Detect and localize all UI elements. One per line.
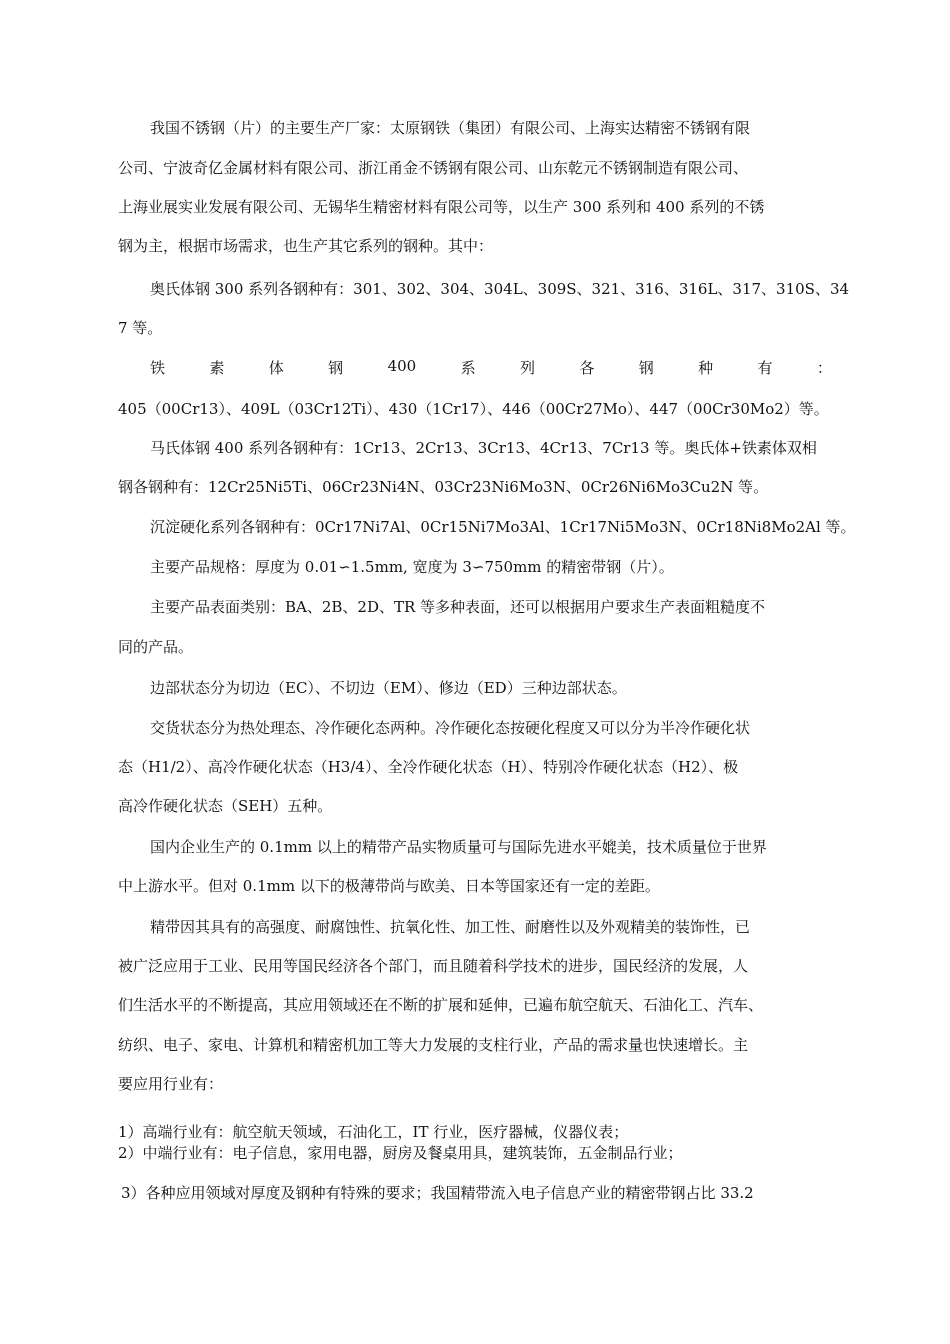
word: 系	[460, 359, 476, 377]
word: 素	[209, 359, 225, 377]
text-line: 7 等。	[118, 319, 163, 337]
text-line: 马氏体钢 400 系列各钢种有：1Cr13、2Cr13、3Cr13、4Cr13、7Cr13 等。奥氏体+铁素体双相	[150, 439, 817, 457]
text-line: 405（00Cr13）、409L（03Cr12Ti）、430（1Cr17）、446（00Cr27Mo）、447（00Cr30Mo2）等。	[118, 400, 829, 418]
text-line: 我国不锈钢（片）的主要生产厂家：太原钢铁（集团）有限公司、上海实达精密不锈钢有限	[150, 119, 751, 137]
text-line: 国内企业生产的 0.1mm 以上的精带产品实物质量可与国际先进水平媲美，技术质量位于世界	[150, 838, 767, 856]
justified-line	[150, 357, 832, 378]
word: 钢	[638, 359, 654, 377]
word: ：	[816, 359, 832, 377]
text-line: 纺织、电子、家电、计算机和精密机加工等大力发展的支柱行业，产品的需求量也快速增长。主	[118, 1036, 749, 1054]
paragraph-precipitation: 沉淀硬化系列各钢种有：0Cr17Ni7Al、0Cr15Ni7Mo3Al、1Cr17Ni5Mo3N、0Cr18Ni8Mo2Al 等。	[150, 518, 856, 536]
word: 铁	[150, 359, 166, 377]
text-line: 公司、宁波奇亿金属材料有限公司、浙江甬金不锈钢有限公司、山东乾元不锈钢制造有限公司、	[118, 159, 749, 177]
word: 列	[519, 359, 535, 377]
text-line: 上海业展实业发展有限公司、无锡华生精密材料有限公司等，以生产 300 系列和 400 系列的不锈	[118, 198, 765, 216]
list-item: 3）各种应用领域对厚度及钢种有特殊的要求；我国精带流入电子信息产业的精密带钢占比 33.2	[121, 1184, 754, 1202]
text-line: 态（H1/2）、高冷作硬化状态（H3/4）、全冷作硬化状态（H）、特别冷作硬化状态（H2）、极	[118, 758, 739, 776]
text-line: 奥氏体钢 300 系列各钢种有：301、302、304、304L、309S、321、316、316L、317、310S、34	[150, 280, 850, 298]
text-line: 中上游水平。但对 0.1mm 以下的极薄带尚与欧美、日本等国家还有一定的差距。	[118, 877, 660, 895]
text-line: 被广泛应用于工业、民用等国民经济各个部门，而且随着科学技术的进步，国民经济的发展，人	[118, 957, 749, 975]
text-line: 钢为主，根据市场需求，也生产其它系列的钢种。其中：	[118, 237, 494, 255]
paragraph-specifications: 主要产品规格：厚度为 0.01∽1.5mm, 宽度为 3∽750mm 的精密带钢（片）。	[150, 558, 674, 576]
text-line: 钢各钢种有：12Cr25Ni5Ti、06Cr23Ni4N、03Cr23Ni6Mo3N、0Cr26Ni6Mo3Cu2N 等。	[118, 478, 769, 496]
text-line: 交货状态分为热处理态、冷作硬化态两种。冷作硬化态按硬化程度又可以分为半冷作硬化状	[150, 719, 751, 737]
text-line: 们生活水平的不断提高，其应用领域还在不断的扩展和延伸，已遍布航空航天、石油化工、汽车、	[118, 996, 764, 1014]
text-line: 精带因其具有的高强度、耐腐蚀性、抗氧化性、加工性、耐磨性以及外观精美的装饰性，已	[150, 918, 751, 936]
word: 各	[579, 359, 595, 377]
word: 种	[698, 359, 714, 377]
text-line: 高冷作硬化状态（SEH）五种。	[118, 797, 333, 815]
word: 体	[268, 359, 284, 377]
text-line: 主要产品表面类别：BA、2B、2D、TR 等多种表面，还可以根据用户要求生产表面粗糙度不	[150, 598, 766, 616]
text-line: 同的产品。	[118, 638, 194, 656]
list-item: 1）高端行业有：航空航天领域，石油化工，IT 行业，医疗器械，仪器仪表；	[118, 1123, 629, 1141]
paragraph-edge: 边部状态分为切边（EC）、不切边（EM）、修边（ED）三种边部状态。	[150, 679, 627, 697]
word: 400	[387, 357, 417, 375]
word: 有	[757, 359, 773, 377]
text-line: 要应用行业有：	[118, 1075, 224, 1093]
word: 钢	[328, 359, 344, 377]
list-item: 2）中端行业有：电子信息，家用电器，厨房及餐桌用具，建筑装饰，五金制品行业；	[118, 1144, 683, 1162]
